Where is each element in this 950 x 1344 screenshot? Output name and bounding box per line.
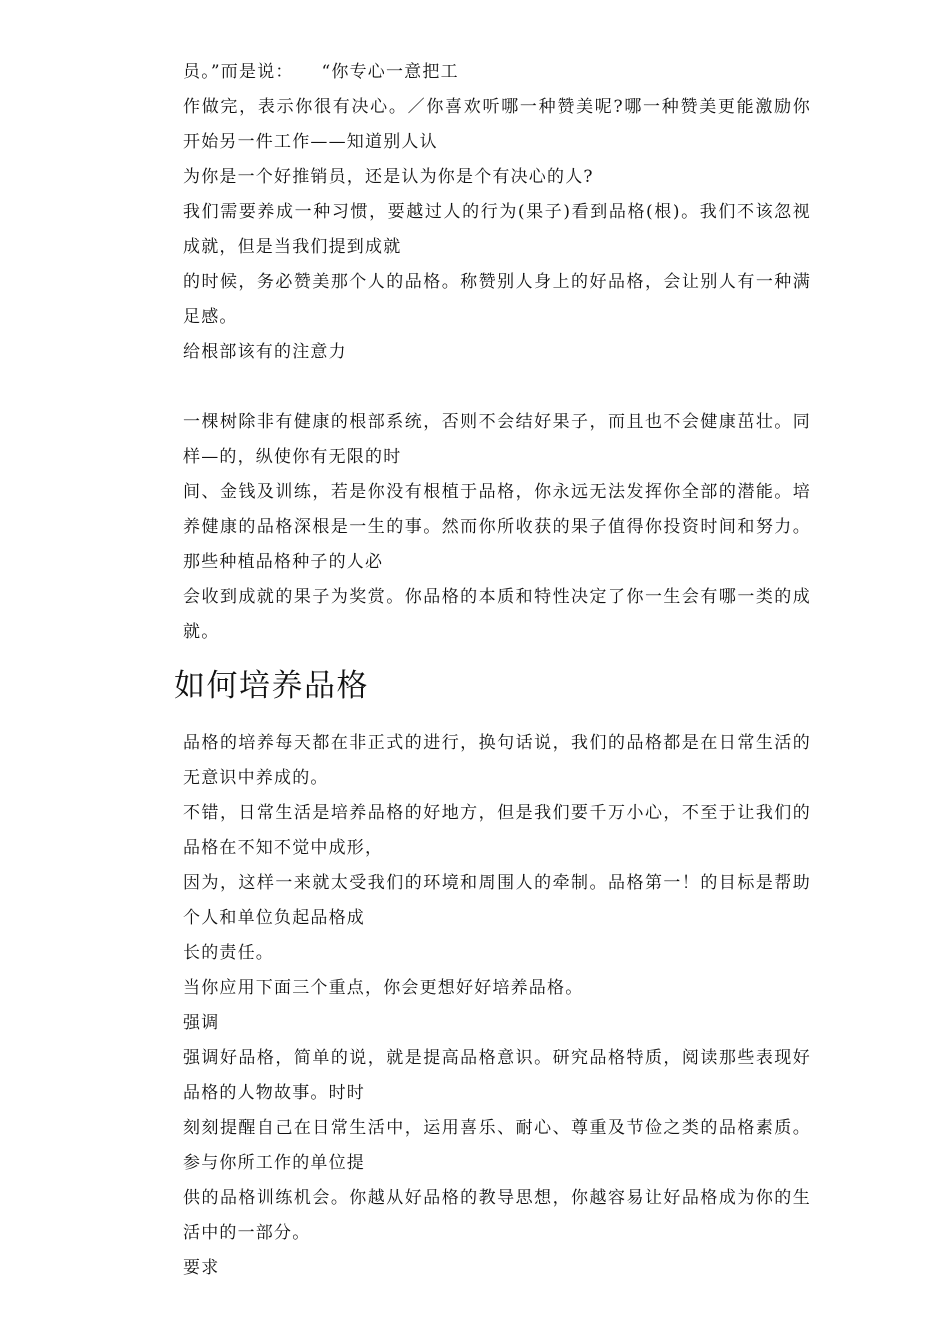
paragraph: 作做完，表示你很有决心。／你喜欢听哪一种赞美呢?哪一种赞美更能激励你开始另一件工作——知道别人认	[183, 97, 811, 152]
subheading: 给根部该有的注意力	[183, 342, 347, 362]
paragraph: 的时候，务必赞美那个人的品格。称赞别人身上的好品格，会让别人有一种满足感。	[183, 272, 811, 327]
paragraph: 间、金钱及训练，若是你没有根植于品格，你永远无法发挥你全部的潜能。培养健康的品格深根是一生的事。然而你所收获的果子值得你投资时间和努力。那些种植品格种子的人必	[183, 482, 811, 572]
subheading: 要求	[183, 1258, 220, 1278]
section-heading: 如何培养品格	[174, 668, 369, 704]
paragraph: 强调好品格，简单的说，就是提高品格意识。研究品格特质，阅读那些表现好品格的人物故事。时时	[183, 1048, 811, 1103]
document-body	[174, 55, 811, 1286]
paragraph: 一棵树除非有健康的根部系统，否则不会结好果子，而且也不会健康茁壮。同样—的，纵使你有无限的时	[183, 412, 811, 467]
paragraph: 品格的培养每天都在非正式的进行，换句话说，我们的品格都是在日常生活的无意识中养成的。	[183, 733, 811, 788]
paragraph: 当你应用下面三个重点，你会更想好好培养品格。	[183, 978, 584, 998]
paragraph: 不错，日常生活是培养品格的好地方，但是我们要千万小心，不至于让我们的品格在不知不觉中成形，	[183, 803, 811, 858]
paragraph: 会收到成就的果子为奖赏。你品格的本质和特性决定了你一生会有哪一类的成就。	[183, 587, 811, 642]
paragraph: 供的品格训练机会。你越从好品格的教导思想，你越容易让好品格成为你的生活中的一部分。	[183, 1188, 811, 1243]
paragraph: 长的责任。	[183, 943, 274, 963]
paragraph: 刻刻提醒自己在日常生活中，运用喜乐、耐心、尊重及节俭之类的品格素质。参与你所工作的单位提	[183, 1118, 811, 1173]
paragraph: 员。”而是说： “你专心一意把工	[183, 62, 459, 82]
subheading: 强调	[183, 1013, 220, 1033]
paragraph: 因为，这样一来就太受我们的环境和周围人的牵制。品格第一！的目标是帮助个人和单位负起品格成	[183, 873, 811, 928]
paragraph: 我们需要养成一种习惯，要越过人的行为(果子)看到品格(根)。我们不该忽视成就，但是当我们提到成就	[183, 202, 811, 257]
blank-line	[183, 370, 811, 405]
paragraph: 为你是一个好推销员，还是认为你是个有决心的人?	[183, 167, 594, 187]
